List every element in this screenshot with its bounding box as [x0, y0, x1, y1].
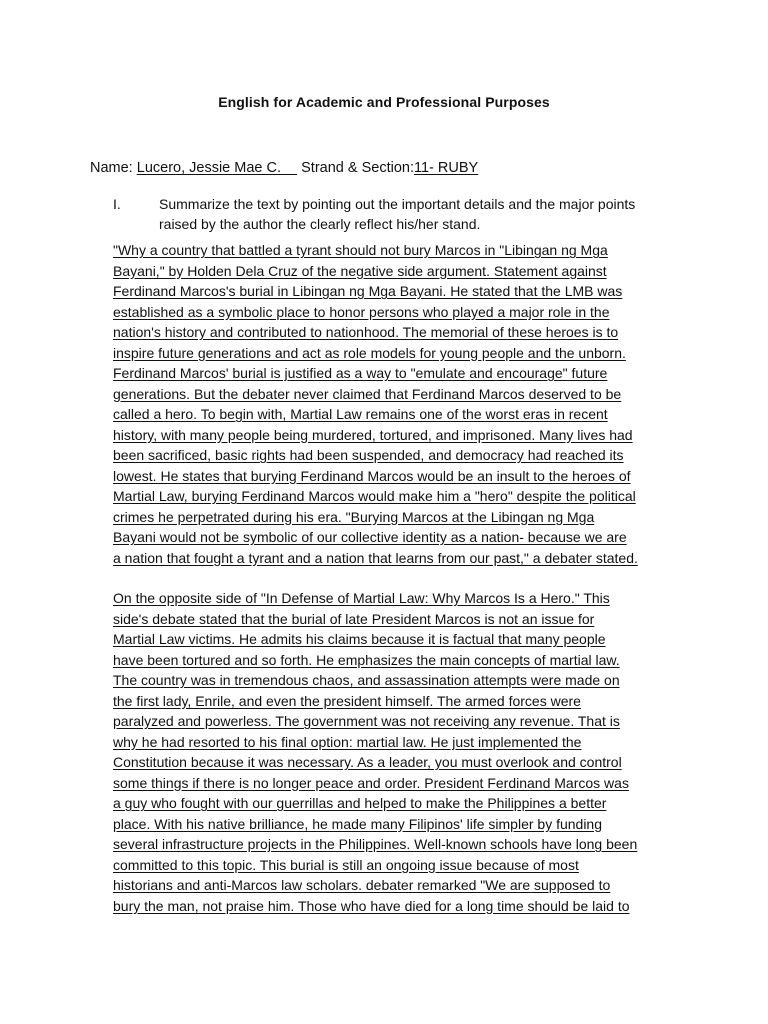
paragraph-line: a nation that fought a tyrant and a nation that learns from our past," a debater stated.: [113, 549, 638, 566]
paragraph-line: place. With his native brilliance, he made many Filipinos' life simpler by funding: [113, 815, 603, 832]
paragraph-line: side's debate stated that the burial of late President Marcos is not an issue for: [113, 610, 595, 627]
paragraph-line: been sacrificed, basic rights had been suspended, and democracy had reached its: [113, 447, 624, 463]
paragraph-line: have been tortured and so forth. He emphasizes the main concepts of martial law.: [113, 651, 620, 668]
strand-label: Strand & Section:: [301, 160, 414, 176]
strand-value: 11- RUBY: [413, 160, 479, 176]
paragraph-line: The country was in tremendous chaos, and assassination attempts were made on: [113, 672, 620, 688]
paragraph-line: crimes he perpetrated during his era. "Burying Marcos at the Libingan ng Mga: [113, 508, 595, 525]
paragraph-line: established as a symbolic place to honor persons who played a major role in the: [113, 303, 610, 320]
name-value: Lucero, Jessie Mae C.: [136, 160, 282, 176]
paragraph-line: paralyzed and powerless. The government was not receiving any revenue. That is: [113, 713, 620, 729]
paragraph-line: some things if there is no longer peace and order. President Ferdinand Marcos was: [113, 774, 629, 791]
paragraph-line: Ferdinand Marcos's burial in Libingan ng Mga Bayani. He stated that the LMB was: [113, 283, 623, 299]
paragraph-line: Ferdinand Marcos' burial is justified as a way to "emulate and encourage" future: [113, 365, 608, 381]
paragraph-line: Bayani would not be symbolic of our collective identity as a nation- because we are: [113, 529, 627, 545]
name-strand-line: [90, 160, 478, 176]
paragraph-line: Martial Law victims. He admits his claims because it is factual that many people: [113, 631, 606, 647]
answer-paragraph-1: [113, 240, 688, 568]
paragraph-line: lowest. He states that burying Ferdinand Marcos would be an insult to the heroes of: [113, 467, 631, 484]
paragraph-line: nation's history and contributed to nationhood. The memorial of these heroes is to: [113, 324, 619, 340]
question-line: Summarize the text by pointing out the important details and the major points: [159, 196, 636, 212]
paragraph-line: a guy who fought with our guerrillas and helped to make the Philippines a better: [113, 795, 607, 811]
paragraph-line: Martial Law, burying Ferdinand Marcos would make him a "hero" despite the political: [113, 488, 636, 504]
paragraph-line: historians and anti-Marcos law scholars. debater remarked "We are supposed to: [113, 877, 611, 893]
question-line: raised by the author the clearly reflect his/her stand.: [159, 216, 481, 232]
paragraph-line: several infrastructure projects in the Philippines. Well-known schools have long been: [113, 836, 638, 852]
paragraph-line: committed to this topic. This burial is still an ongoing issue because of most: [113, 856, 579, 873]
question-number: I.: [113, 196, 121, 212]
paragraph-line: bury the man, not praise him. Those who have died for a long time should be laid to: [113, 897, 630, 914]
question-block: [113, 194, 683, 234]
paragraph-line: Constitution because it was necessary. As a leader, you must overlook and control: [113, 754, 622, 770]
document-title: English for Academic and Professional Purposes: [218, 94, 550, 110]
answer-paragraph-2: [113, 588, 688, 916]
paragraph-line: inspire future generations and act as role models for young people and the unborn.: [113, 344, 626, 361]
paragraph-line: "Why a country that battled a tyrant should not bury Marcos in "Libingan ng Mga: [113, 242, 608, 258]
paragraph-line: history, with many people being murdered, tortured, and imprisoned. Many lives had: [113, 426, 633, 443]
name-label: Name:: [90, 160, 133, 176]
paragraph-line: Bayani," by Holden Dela Cruz of the negative side argument. Statement against: [113, 262, 607, 279]
paragraph-line: why he had resorted to his final option: martial law. He just implemented the: [113, 733, 582, 750]
paragraph-line: called a hero. To begin with, Martial Law remains one of the worst eras in recent: [113, 406, 608, 422]
paragraph-line: On the opposite side of "In Defense of Martial Law: Why Marcos Is a Hero." This: [113, 590, 610, 606]
paragraph-line: generations. But the debater never claimed that Ferdinand Marcos deserved to be: [113, 385, 622, 402]
paragraph-line: the first lady, Enrile, and even the president himself. The armed forces were: [113, 692, 581, 709]
question-text: [159, 194, 683, 234]
